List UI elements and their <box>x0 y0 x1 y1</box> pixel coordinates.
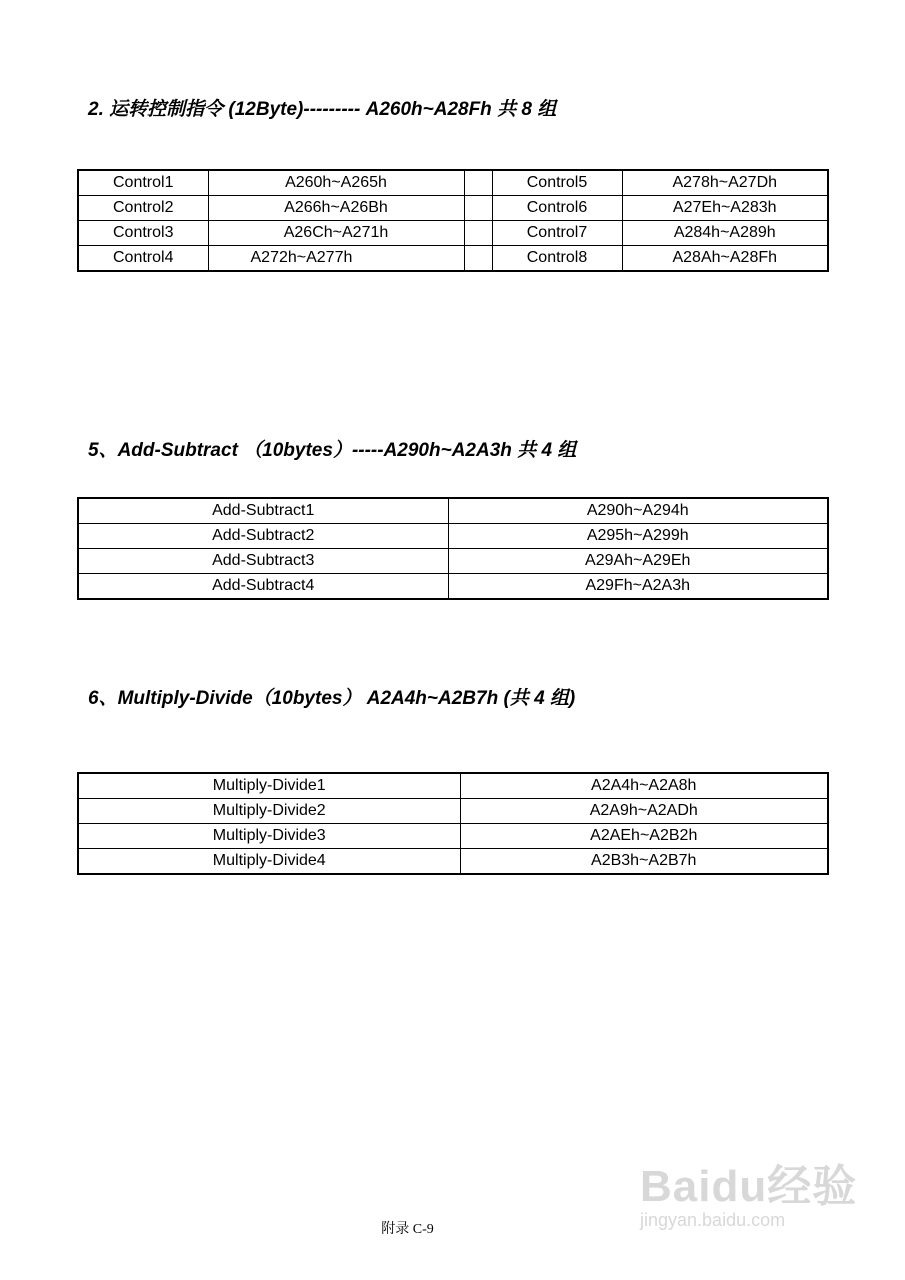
table-row <box>78 824 828 849</box>
address-range-cell: A284h~A289h <box>622 221 828 246</box>
block-name-cell: Multiply-Divide3 <box>78 824 460 849</box>
spacer-cell <box>464 196 492 221</box>
address-range-cell: A27Eh~A283h <box>622 196 828 221</box>
page-number: 附录 C-9 <box>381 1222 434 1237</box>
address-range-cell: A28Ah~A28Fh <box>622 246 828 272</box>
address-range-cell: A272h~A277h <box>208 246 464 272</box>
control-name-cell: Control3 <box>78 221 208 246</box>
table-row <box>78 196 828 221</box>
table-row <box>78 574 828 600</box>
address-range-cell: A2AEh~A2B2h <box>460 824 828 849</box>
add-subtract-table <box>77 497 829 600</box>
block-name-cell: Add-Subtract2 <box>78 524 448 549</box>
section-5-heading: 5、Add-Subtract （10bytes）-----A290h~A2A3h 共 4 组 <box>88 440 577 461</box>
spacer-cell <box>464 170 492 196</box>
control-name-cell: Control7 <box>492 221 622 246</box>
address-range-cell: A2A9h~A2ADh <box>460 799 828 824</box>
spacer-cell <box>464 246 492 272</box>
control-address-table <box>77 169 829 272</box>
address-range-cell: A260h~A265h <box>208 170 464 196</box>
table-row <box>78 549 828 574</box>
control-name-cell: Control5 <box>492 170 622 196</box>
block-name-cell: Multiply-Divide2 <box>78 799 460 824</box>
table-row <box>78 773 828 799</box>
address-range-cell: A26Ch~A271h <box>208 221 464 246</box>
control-name-cell: Control4 <box>78 246 208 272</box>
address-range-cell: A2B3h~A2B7h <box>460 849 828 875</box>
address-range-cell: A266h~A26Bh <box>208 196 464 221</box>
block-name-cell: Add-Subtract4 <box>78 574 448 600</box>
multiply-divide-table <box>77 772 829 875</box>
baidu-watermark <box>640 1150 860 1245</box>
spacer-cell <box>464 221 492 246</box>
control-name-cell: Control1 <box>78 170 208 196</box>
block-name-cell: Multiply-Divide4 <box>78 849 460 875</box>
block-name-cell: Add-Subtract1 <box>78 498 448 524</box>
address-range-cell: A2A4h~A2A8h <box>460 773 828 799</box>
table-row <box>78 849 828 875</box>
block-name-cell: Multiply-Divide1 <box>78 773 460 799</box>
control-name-cell: Control6 <box>492 196 622 221</box>
address-range-cell: A295h~A299h <box>448 524 828 549</box>
table-row <box>78 170 828 196</box>
block-name-cell: Add-Subtract3 <box>78 549 448 574</box>
watermark-url: jingyan.baidu.com <box>640 1210 786 1230</box>
table-row <box>78 221 828 246</box>
table-row <box>78 524 828 549</box>
table-row <box>78 799 828 824</box>
table-row <box>78 246 828 272</box>
address-range-cell: A278h~A27Dh <box>622 170 828 196</box>
section-2-heading: 2. 运转控制指令 (12Byte)--------- A260h~A28Fh 共 8 组 <box>88 99 557 120</box>
address-range-cell: A290h~A294h <box>448 498 828 524</box>
baidu-logo: Baidu经验 <box>640 1162 858 1211</box>
section-6-heading: 6、Multiply-Divide（10bytes） A2A4h~A2B7h (共 4 组) <box>88 688 576 709</box>
address-range-cell: A29Fh~A2A3h <box>448 574 828 600</box>
table-row <box>78 498 828 524</box>
control-name-cell: Control8 <box>492 246 622 272</box>
address-range-cell: A29Ah~A29Eh <box>448 549 828 574</box>
control-name-cell: Control2 <box>78 196 208 221</box>
